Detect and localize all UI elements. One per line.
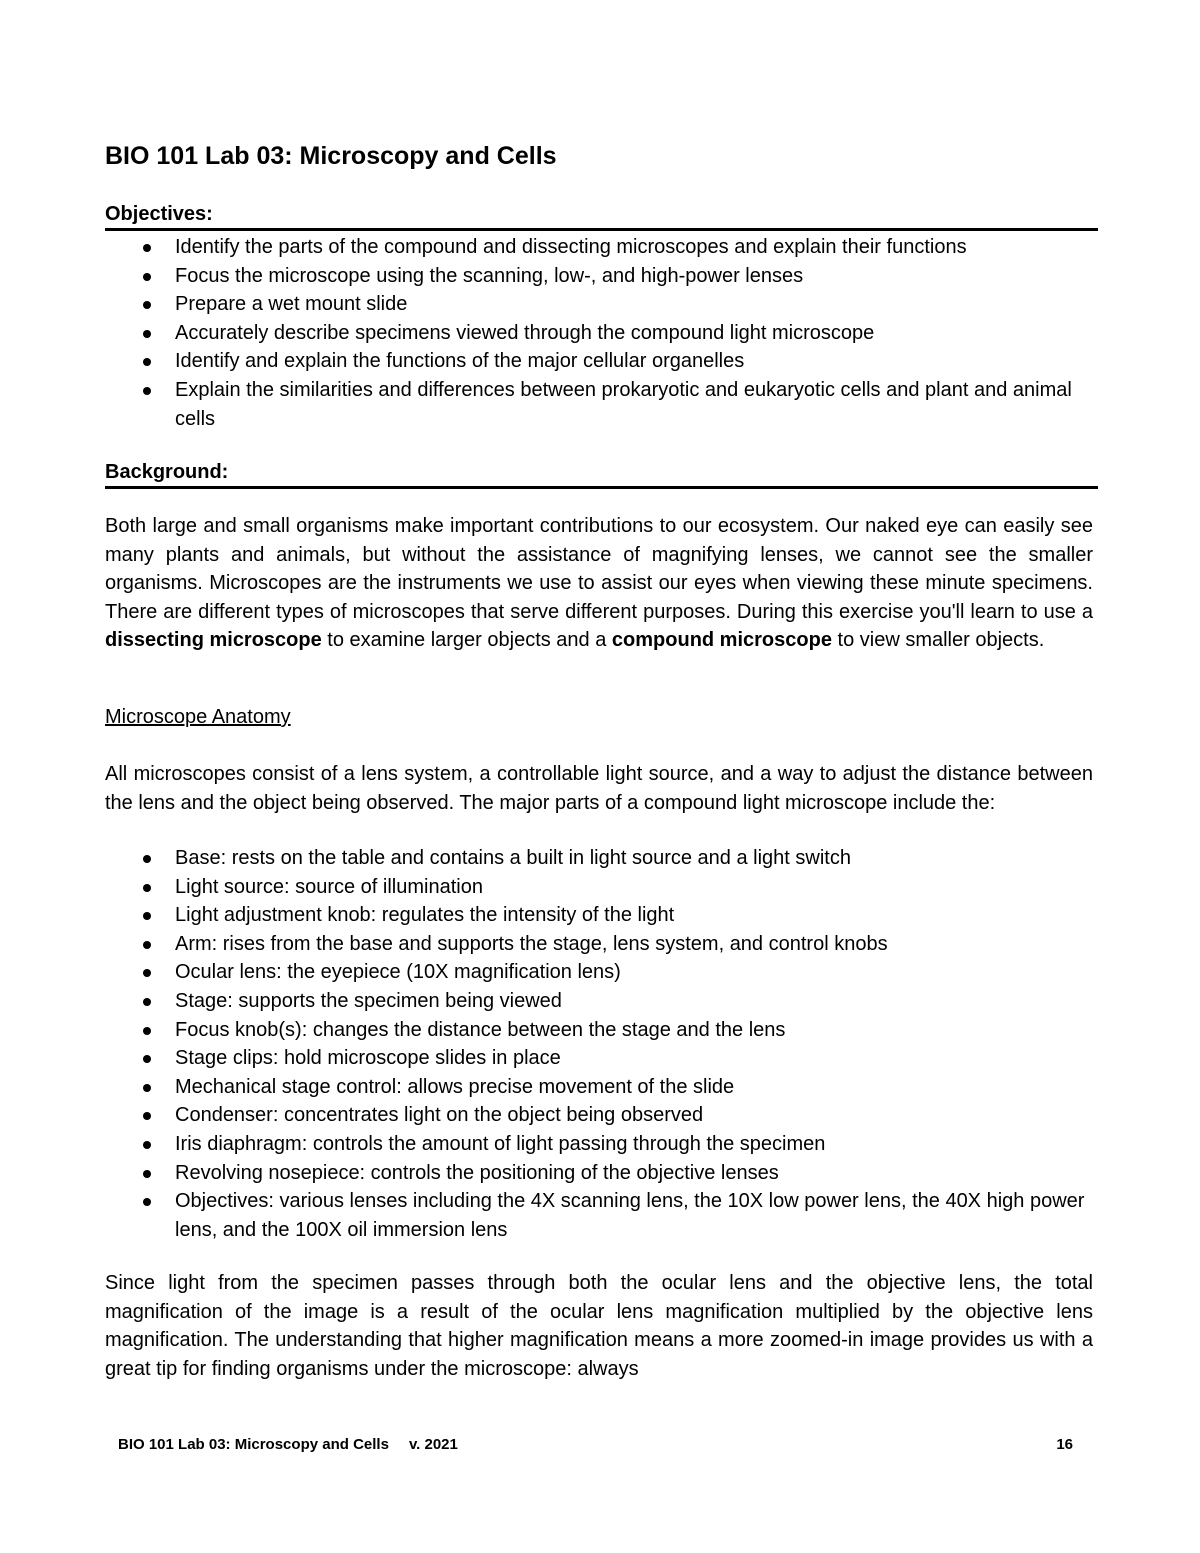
background-heading: Background: — [105, 460, 1098, 489]
list-item: Focus knob(s): changes the distance between the stage and the lens — [105, 1016, 1105, 1045]
list-item: Explain the similarities and differences between prokaryotic and eukaryotic cells and plant and animal cells — [105, 376, 1105, 433]
list-item: Accurately describe specimens viewed through the compound light microscope — [105, 319, 1105, 348]
list-item: Objectives: various lenses including the 4X scanning lens, the 10X low power lens, the 40X high power lens, and the 100X oil immersion lens — [105, 1187, 1105, 1244]
microscope-parts-list — [105, 844, 1105, 1244]
paragraph-text: to examine larger objects and a — [321, 629, 612, 652]
list-item: Revolving nosepiece: controls the positioning of the objective lenses — [105, 1159, 1105, 1188]
list-item: Stage: supports the specimen being viewed — [105, 987, 1105, 1016]
list-item: Prepare a wet mount slide — [105, 290, 1105, 319]
list-item: Ocular lens: the eyepiece (10X magnification lens) — [105, 958, 1105, 987]
compound-microscope-term: compound microscope — [611, 629, 832, 652]
list-item: Condenser: concentrates light on the object being observed — [105, 1101, 1105, 1130]
list-item: Base: rests on the table and contains a built in light source and a light switch — [105, 844, 1105, 873]
list-item: Identify the parts of the compound and dissecting microscopes and explain their functions — [105, 233, 1105, 262]
magnification-paragraph: Since light from the specimen passes through both the ocular lens and the objective lens, the total magnification of the image is a result of the ocular lens magnification multiplied by the objective lens magnification. The understanding that higher magnification means a more zoomed-in image provides us with a great tip for finding organisms under the microscope: always — [105, 1272, 1093, 1380]
document-title: BIO 101 Lab 03: Microscopy and Cells — [105, 142, 557, 170]
paragraph-text: to view smaller objects. — [831, 629, 1045, 652]
list-item: Iris diaphragm: controls the amount of light passing through the specimen — [105, 1130, 1105, 1159]
objectives-heading: Objectives: — [105, 202, 1098, 231]
footer-title: BIO 101 Lab 03: Microscopy and Cells — [118, 1436, 389, 1453]
list-item: Light source: source of illumination — [105, 873, 1105, 902]
footer-version: v. 2021 — [408, 1436, 458, 1453]
list-item: Mechanical stage control: allows precise movement of the slide — [105, 1073, 1105, 1102]
objectives-list — [105, 233, 1105, 433]
footer-title-group — [118, 1436, 458, 1453]
list-item: Arm: rises from the base and supports the stage, lens system, and control knobs — [105, 930, 1105, 959]
microscope-anatomy-heading: Microscope Anatomy — [105, 706, 291, 728]
page-number: 16 — [1056, 1436, 1073, 1453]
list-item: Focus the microscope using the scanning, low-, and high-power lenses — [105, 262, 1105, 291]
background-paragraph — [105, 512, 1093, 655]
dissecting-microscope-term: dissecting microscope — [105, 629, 322, 652]
paragraph-text: Both large and small organisms make important contributions to our ecosystem. Our naked eye can easily see many plants and animals, but without the assistance of magnifying lenses, we cannot see the smaller organisms. Microscopes are the instruments we use to assist our eyes when viewing these minute specimens. There are different types of microscopes that serve different purposes. During this exercise you'll learn to use a — [105, 515, 1093, 623]
list-item: Identify and explain the functions of the major cellular organelles — [105, 347, 1105, 376]
list-item: Stage clips: hold microscope slides in place — [105, 1044, 1105, 1073]
anatomy-intro-paragraph: All microscopes consist of a lens system, a controllable light source, and a way to adjust the distance between the lens and the object being observed. The major parts of a compound light microscope include the: — [105, 763, 1093, 814]
list-item: Light adjustment knob: regulates the intensity of the light — [105, 901, 1105, 930]
